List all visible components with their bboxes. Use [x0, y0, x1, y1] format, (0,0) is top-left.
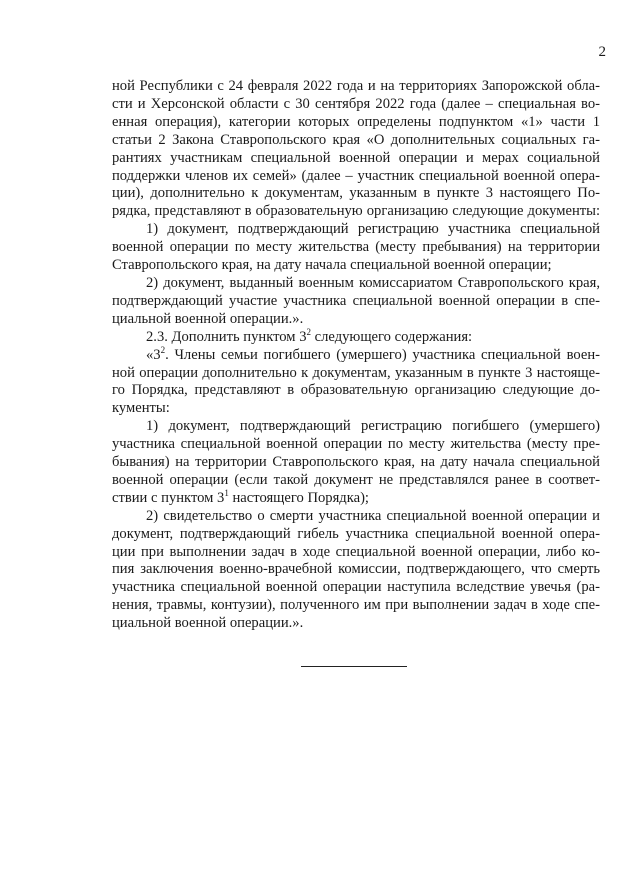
- text-line: документ, подтверждающий гибель участника специальной военной опера-: [112, 525, 600, 542]
- text-line: рантиях участникам специальной военной операции и мерах социальной: [112, 149, 600, 166]
- text-line: 2) свидетельство о смерти участника специальной военной операции и: [146, 507, 600, 524]
- closing-rule: [301, 666, 407, 667]
- text-line: ной операции дополнительно к документам, указанным в пункте 3 настояще-: [112, 364, 600, 381]
- text-line: Ставропольского края, на дату начала специальной военной операции;: [112, 257, 552, 274]
- text-line: го Порядка, представляют в образовательную организацию следующие до-: [112, 382, 600, 399]
- text-line: военной операции (если такой документ не представлялся ранее в соответ-: [112, 471, 600, 488]
- text-line: статьи 2 Закона Ставропольского края «О дополнительных социальных га-: [112, 131, 600, 148]
- text-line: циальной военной операции.».: [112, 615, 304, 632]
- superscript: 1: [224, 487, 229, 498]
- line-text: ствии с пунктом 3: [112, 489, 225, 506]
- line-text: . Члены семьи погибшего (умершего) участника специальной воен-: [165, 346, 600, 363]
- page-number: 2: [598, 44, 606, 60]
- document-body: [112, 78, 600, 633]
- text-line: 1) документ, подтверждающий регистрацию участника специальной: [146, 221, 600, 238]
- text-line: участника специальной военной операции наступила вследствие увечья (ра-: [112, 579, 600, 596]
- text-line: 1) документ, подтверждающий регистрацию погибшего (умершего): [146, 418, 600, 435]
- line-text: «3: [146, 346, 161, 363]
- text-line: пия заключения военно-врачебной комиссии, подтверждающего, что смерть: [112, 561, 600, 578]
- text-line: ции), дополнительно к документам, указанным в пункте 3 настоящего По-: [112, 185, 600, 202]
- line-text: настоящего Порядка);: [228, 489, 369, 506]
- text-line: енная операция), категории которых определены подпунктом «1» части 1: [112, 113, 600, 130]
- line-text: 2.3. Дополнить пунктом 3: [146, 328, 307, 345]
- text-line: ции при выполнении задач в ходе специальной военной операции, либо ко-: [112, 543, 600, 560]
- text-line: военной операции по месту жительства (месту пребывания) на территории: [112, 239, 600, 256]
- superscript: 2: [306, 326, 311, 337]
- text-line: участника специальной военной операции по месту жительства (месту пре-: [112, 436, 600, 453]
- text-line: поддержки членов их семей» (далее – участник специальной военной опера-: [112, 167, 600, 184]
- text-line: ной Республики с 24 февраля 2022 года и на территориях Запорожской обла-: [112, 78, 600, 94]
- text-line: нения, травмы, контузии), полученного им при выполнении задач в ходе спе-: [112, 597, 600, 614]
- text-line: бывания) на территории Ставропольского края, на дату начала специальной: [112, 454, 600, 471]
- text-line: подтверждающий участие участника специальной военной операции в спе-: [112, 292, 600, 309]
- text-line: [112, 344, 600, 365]
- superscript: 2: [160, 344, 166, 355]
- line-text: следующего содержания:: [311, 328, 473, 345]
- text-line: сти и Херсонской области с 30 сентября 2022 года (далее – специальная во-: [112, 95, 600, 112]
- text-line: [112, 487, 600, 508]
- text-line: рядка, представляют в образовательную организацию следующие документы:: [112, 203, 600, 220]
- text-line: кументы:: [112, 400, 170, 417]
- text-line: 2) документ, выданный военным комиссариатом Ставропольского края,: [146, 274, 600, 291]
- text-line: [112, 326, 600, 347]
- text-line: циальной военной операции.».: [112, 310, 304, 327]
